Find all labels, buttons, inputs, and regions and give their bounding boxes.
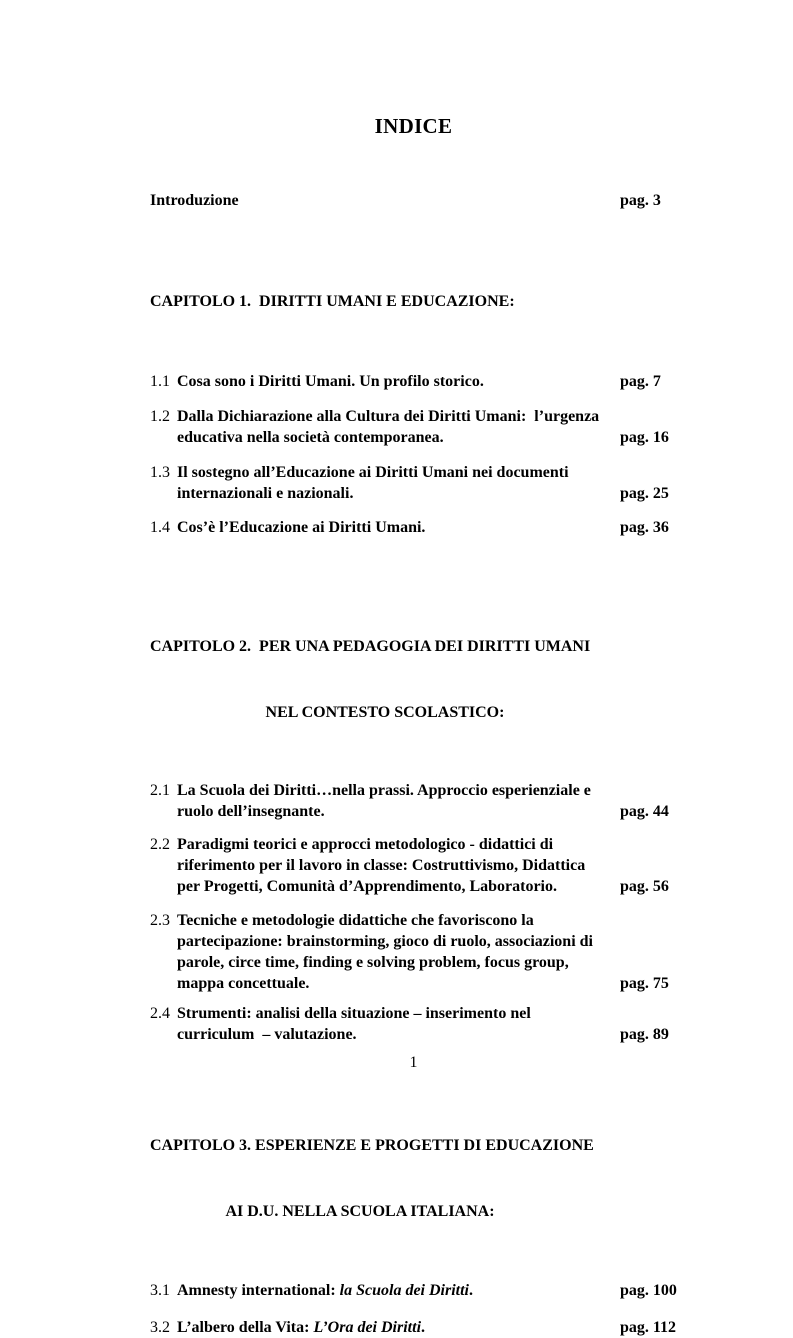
chapter-heading-line: CAPITOLO 3. ESPERIENZE E PROGETTI DI EDUCAZIONE xyxy=(150,1137,594,1154)
toc-entry-2-4 xyxy=(150,1003,677,1045)
page-ref: pag. 16 xyxy=(620,429,669,446)
entry-title-line: parole, circe time, finding e solving problem, focus group, xyxy=(177,954,569,971)
entry-title-line: per Progetti, Comunità d’Apprendimento, Laboratorio. xyxy=(177,878,557,895)
toc-content xyxy=(150,0,677,1338)
page-ref: pag. 25 xyxy=(620,485,669,502)
section-number: 1.1 xyxy=(150,373,170,390)
entry-title-line: riferimento per il lavoro in classe: Costruttivismo, Didattica xyxy=(177,857,586,874)
entry-title-cell xyxy=(150,190,620,211)
section-title: Il sostegno all’Educazione ai Diritti Umani nei documenti xyxy=(177,464,569,481)
page-ref: pag. 3 xyxy=(620,192,661,209)
section-number: 2.1 xyxy=(150,782,170,799)
entry-title-line xyxy=(150,406,620,427)
page-ref: pag. 100 xyxy=(620,1282,677,1299)
section-number: 2.2 xyxy=(150,836,170,853)
section-title: Cos’è l’Educazione ai Diritti Umani. xyxy=(177,519,426,536)
entry-title-line xyxy=(150,834,620,855)
section-number: 2.3 xyxy=(150,912,170,929)
page-title: INDICE xyxy=(374,114,453,138)
page-ref: pag. 56 xyxy=(620,878,669,895)
section-title: La Scuola dei Diritti…nella prassi. Approccio esperienziale e xyxy=(177,782,591,799)
entry-title-line xyxy=(150,780,620,801)
entry-title-line: Introduzione xyxy=(150,192,239,209)
chapter-2-heading xyxy=(150,592,677,768)
entry-title-line xyxy=(150,1317,620,1338)
section-title: Strumenti: analisi della situazione – inserimento nel xyxy=(177,1005,531,1022)
toc-entry-3-1 xyxy=(150,1280,677,1301)
entry-title-line xyxy=(150,371,620,392)
entry-title-line xyxy=(150,1280,620,1301)
section-title-suffix: . xyxy=(469,1282,473,1299)
entry-title-cell xyxy=(150,910,620,994)
section-number: 3.1 xyxy=(150,1282,170,1299)
entry-title-line xyxy=(150,462,620,483)
chapter-heading-line: CAPITOLO 2. PER UNA PEDAGOGIA DEI DIRITTI UMANI xyxy=(150,638,591,655)
toc-entry-1-2 xyxy=(150,406,677,448)
page-ref: pag. 44 xyxy=(620,803,669,820)
toc-entry-3-2 xyxy=(150,1317,677,1338)
toc-entry-1-3 xyxy=(150,462,677,504)
section-number: 3.2 xyxy=(150,1319,170,1336)
section-number: 1.2 xyxy=(150,408,170,425)
page-ref: pag. 112 xyxy=(620,1319,677,1336)
entry-title-cell xyxy=(150,371,620,392)
entry-title-cell xyxy=(150,1280,620,1301)
section-title: L’albero della Vita: xyxy=(177,1319,314,1336)
toc-entry-2-3 xyxy=(150,910,677,994)
entry-title-line xyxy=(150,1003,620,1024)
entry-title-cell xyxy=(150,1317,620,1338)
entry-title-line: educativa nella società contemporanea. xyxy=(177,429,444,446)
entry-title-cell xyxy=(150,780,620,822)
section-title: Cosa sono i Diritti Umani. Un profilo storico. xyxy=(177,373,484,390)
entry-title-line: ruolo dell’insegnante. xyxy=(177,803,325,820)
entry-title-cell xyxy=(150,517,620,538)
entry-title-line xyxy=(150,910,620,931)
page-ref: pag. 7 xyxy=(620,373,661,390)
toc-entry-1-1 xyxy=(150,371,677,392)
toc-entry-2-2 xyxy=(150,834,677,897)
entry-title-line xyxy=(150,517,620,538)
entry-title-line: partecipazione: brainstorming, gioco di ruolo, associazioni di xyxy=(177,933,593,950)
section-title: Tecniche e metodologie didattiche che favoriscono la xyxy=(177,912,534,929)
chapter-heading-line: CAPITOLO 1. DIRITTI UMANI E EDUCAZIONE: xyxy=(150,293,515,310)
page-ref: pag. 36 xyxy=(620,519,669,536)
page-number-footer: 1 xyxy=(409,1054,418,1071)
chapter-heading-line: AI D.U. NELLA SCUOLA ITALIANA: xyxy=(225,1203,495,1220)
section-title: Amnesty international: xyxy=(177,1282,340,1299)
entry-title-cell xyxy=(150,1003,620,1045)
section-number: 1.3 xyxy=(150,464,170,481)
page-ref: pag. 75 xyxy=(620,975,669,992)
section-title-suffix: . xyxy=(421,1319,426,1336)
entry-title-line: internazionali e nazionali. xyxy=(177,485,354,502)
entry-title-cell xyxy=(150,834,620,897)
chapter-3-heading xyxy=(150,1091,677,1267)
section-title: Paradigmi teorici e approcci metodologico - didattici di xyxy=(177,836,554,853)
chapter-heading-line: NEL CONTESTO SCOLASTICO: xyxy=(265,704,505,721)
entry-title-cell xyxy=(150,462,620,504)
entry-title-line: curriculum – valutazione. xyxy=(177,1026,357,1043)
toc-entry-introduzione xyxy=(150,190,677,211)
section-title-italic: L’Ora dei Diritti xyxy=(313,1319,422,1336)
chapter-1-heading xyxy=(150,247,677,357)
entry-title-cell xyxy=(150,406,620,448)
section-title: Dalla Dichiarazione alla Cultura dei Diritti Umani: l’urgenza xyxy=(177,408,600,425)
section-number: 2.4 xyxy=(150,1005,170,1022)
toc-entry-1-4 xyxy=(150,517,677,538)
page-ref: pag. 89 xyxy=(620,1026,669,1043)
entry-title-line: mappa concettuale. xyxy=(177,975,310,992)
section-title-italic: la Scuola dei Diritti xyxy=(339,1282,469,1299)
toc-entry-2-1 xyxy=(150,780,677,822)
section-number: 1.4 xyxy=(150,519,170,536)
